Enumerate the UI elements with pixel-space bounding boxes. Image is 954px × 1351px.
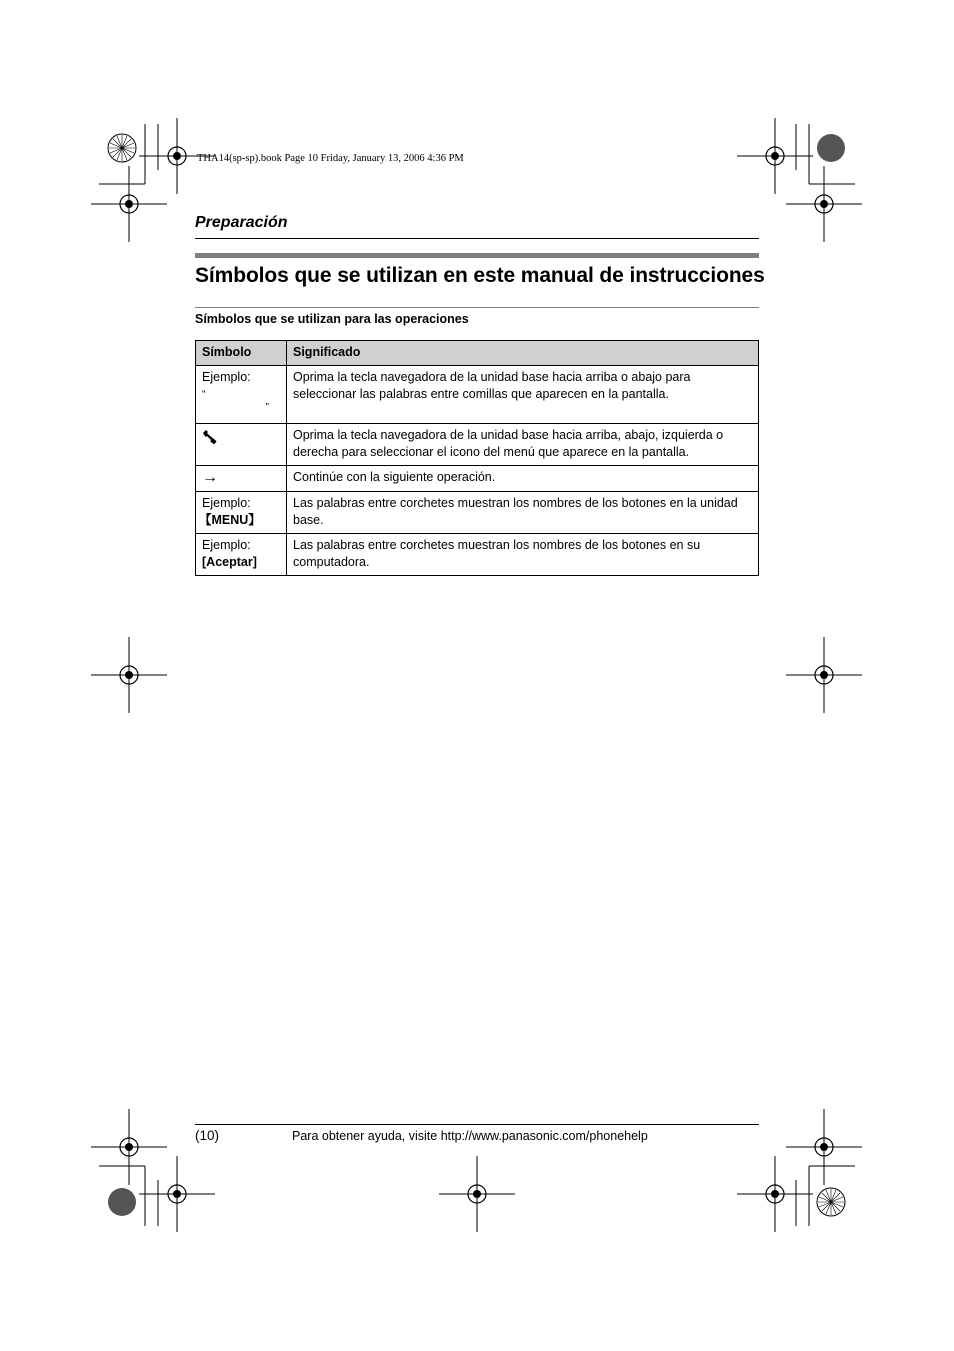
table-row: [196, 424, 759, 466]
symbol-cell: [196, 492, 287, 534]
title-top-rule: [195, 253, 759, 258]
meaning-cell: Continúe con la siguiente operación.: [287, 466, 759, 492]
header-rule: [195, 238, 759, 239]
table-header-row: [196, 341, 759, 366]
symbol-cell: [196, 424, 287, 466]
symbol-label: Ejemplo:: [202, 538, 251, 552]
close-quote: ”: [265, 402, 269, 413]
meaning-cell: Oprima la tecla navegadora de la unidad base hacia arriba o abajo para seleccionar las palabras entre comillas que aparecen en la pantalla.: [287, 366, 759, 424]
title-bottom-rule: [195, 307, 759, 308]
subtitle: Símbolos que se utilizan para las operaciones: [195, 312, 469, 326]
symbol-label: Ejemplo:: [202, 370, 251, 384]
table-row: [196, 492, 759, 534]
page-title: Símbolos que se utilizan en este manual de instrucciones: [195, 264, 765, 287]
book-info: THA14(sp-sp).book Page 10 Friday, January 13, 2006 4:36 PM: [197, 153, 464, 164]
meaning-cell: Oprima la tecla navegadora de la unidad base hacia arriba, abajo, izquierda o derecha para seleccionar el icono del menú que aparece en la pantalla.: [287, 424, 759, 466]
symbol-value: 【MENU】: [199, 513, 261, 527]
arrow-symbol: →: [202, 469, 218, 486]
column-header-meaning: Significado: [287, 341, 759, 366]
table-row: [196, 534, 759, 576]
symbol-value: [Aceptar]: [202, 555, 257, 569]
wrench-icon: [202, 430, 218, 444]
symbol-cell: [196, 534, 287, 576]
table-row: [196, 366, 759, 424]
symbol-cell: [196, 366, 287, 424]
symbol-label: Ejemplo:: [202, 496, 251, 510]
section-label: Preparación: [195, 214, 288, 231]
symbols-table: [195, 340, 759, 576]
table-row: [196, 466, 759, 492]
column-header-symbol: Símbolo: [196, 341, 287, 366]
meaning-cell: Las palabras entre corchetes muestran los nombres de los botones en su computadora.: [287, 534, 759, 576]
help-text: Para obtener ayuda, visite http://www.panasonic.com/phonehelp: [292, 1129, 648, 1143]
page-number: (10): [195, 1128, 220, 1143]
symbol-cell: [196, 466, 287, 492]
meaning-cell: Las palabras entre corchetes muestran los nombres de los botones en la unidad base.: [287, 492, 759, 534]
open-quote: “: [202, 389, 206, 400]
footer-rule: [195, 1124, 759, 1125]
